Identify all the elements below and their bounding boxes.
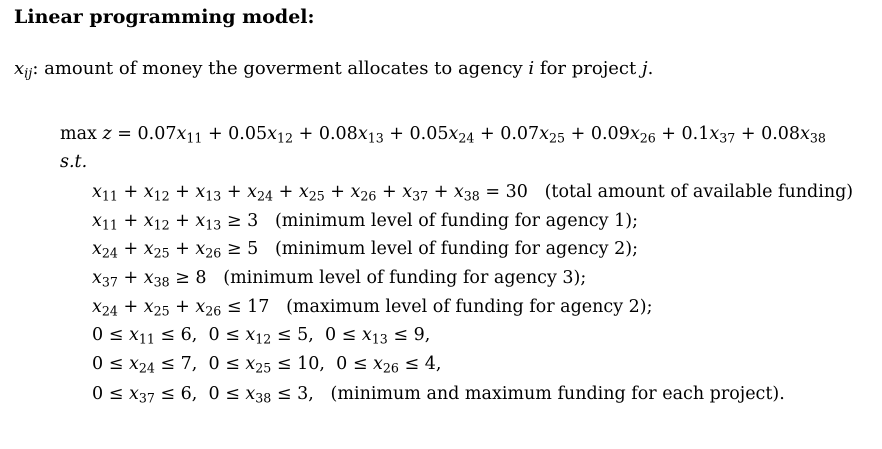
leq: ≤ (219, 354, 246, 374)
var-symbol: x (298, 182, 309, 202)
var-subscript: 24 (458, 130, 475, 146)
separator: , (191, 354, 209, 374)
variable-x (129, 325, 155, 345)
plus-sign: + (273, 182, 299, 202)
var-symbol: x (92, 268, 102, 288)
var-symbol: x (247, 182, 257, 202)
plus-sign: + (428, 182, 454, 202)
bounds-line (92, 384, 785, 404)
var-symbol: x (195, 211, 206, 231)
constraint-line (92, 182, 853, 202)
bound-hi: 5 (297, 325, 309, 345)
var-symbol: x (539, 124, 550, 144)
relation: ≥ (221, 239, 248, 259)
bounds-line (92, 325, 430, 345)
coefficient: 0.08 (761, 124, 801, 144)
var-symbol: x (143, 211, 154, 231)
rhs-value: 5 (247, 239, 259, 259)
rhs-value: 30 (505, 182, 528, 202)
leq: ≤ (103, 325, 129, 345)
plus-sign: + (735, 124, 762, 144)
bound-lo: 0 (336, 354, 348, 374)
def-text-mid: for project (534, 58, 642, 79)
var-symbol: x (373, 354, 383, 374)
var-subscript: 25 (549, 130, 566, 146)
variable-x (129, 384, 155, 404)
def-project-var: j (641, 58, 648, 79)
var-symbol: x (143, 182, 154, 202)
var-symbol: x (92, 239, 102, 259)
var-symbol: x (128, 384, 139, 404)
variable-x (539, 124, 565, 144)
relation: ≤ (221, 297, 248, 317)
def-text-end: . (647, 58, 654, 79)
gap (528, 182, 545, 202)
variable-x (144, 211, 170, 231)
variable-x (245, 384, 271, 404)
var-subscript: 12 (153, 217, 170, 233)
var-subscript: 12 (255, 331, 272, 347)
var-symbol: x (195, 239, 206, 259)
bounds-note: (minimum and maximum funding for each project). (330, 384, 785, 404)
variable-x (195, 211, 221, 231)
plus-sign: + (293, 124, 319, 144)
plus-sign: + (383, 124, 410, 144)
variable-definition (14, 58, 654, 82)
plus-sign: + (169, 239, 196, 259)
coefficient: 0.07 (137, 124, 177, 144)
var-subscript: 26 (360, 188, 377, 204)
variable-x (195, 239, 221, 259)
variable-x (129, 354, 155, 374)
plus-sign: + (117, 182, 144, 202)
leq: ≤ (271, 384, 298, 404)
gap (207, 268, 224, 288)
plus-sign: + (169, 297, 196, 317)
leq: ≤ (103, 354, 129, 374)
coefficient: 0.09 (590, 124, 630, 144)
variable-x (195, 297, 221, 317)
gap (258, 211, 275, 231)
relation: ≥ (169, 268, 196, 288)
bound-lo: 0 (92, 384, 104, 404)
rhs-value: 8 (195, 268, 207, 288)
variable-x (144, 268, 170, 288)
plus-sign: + (169, 182, 196, 202)
variable-x (245, 325, 271, 345)
constraint-note: (minimum level of funding for agency 1); (274, 211, 638, 231)
var-symbol: x (267, 124, 278, 144)
var-subscript: 37 (719, 130, 736, 146)
bound-hi: 9 (413, 325, 425, 345)
var-symbol: x (128, 354, 139, 374)
relation: = (479, 182, 506, 202)
separator: , (191, 384, 209, 404)
variable-x (351, 182, 377, 202)
variable-x (402, 182, 428, 202)
variable-x (709, 124, 735, 144)
constraint-line (92, 297, 653, 317)
constraint-note: (minimum level of funding for agency 3); (223, 268, 587, 288)
bound-lo: 0 (208, 325, 220, 345)
var-subscript: 24 (138, 360, 155, 376)
var-symbol: x (92, 182, 102, 202)
var-subscript: 11 (186, 130, 203, 146)
constraint-note: (minimum level of funding for agency 2); (274, 239, 638, 259)
variable-x (373, 354, 399, 374)
var-symbol: x (195, 182, 206, 202)
line-end: , (435, 354, 442, 374)
plus-sign: + (117, 239, 144, 259)
var-symbol: x (143, 268, 154, 288)
var-subscript: 25 (153, 303, 170, 319)
var-symbol: x (92, 211, 102, 231)
var-subscript: 26 (205, 303, 222, 319)
def-agency-var: i (528, 58, 535, 79)
plus-sign: + (117, 297, 144, 317)
plus-sign: + (202, 124, 229, 144)
objective-function (60, 124, 826, 144)
subject-to-label: s.t. (60, 152, 88, 172)
coefficient: 0.07 (500, 124, 540, 144)
constraint-note: (total amount of available funding) (544, 182, 854, 202)
variable-x (92, 297, 118, 317)
variable-x (92, 239, 118, 259)
variable-x (448, 124, 474, 144)
var-symbol: x (357, 124, 368, 144)
var-subscript: 37 (412, 188, 429, 204)
plus-sign: + (324, 182, 351, 202)
var-symbol: x (402, 182, 413, 202)
plus-sign: + (655, 124, 682, 144)
variable-x (454, 182, 480, 202)
var-symbol: x (128, 325, 139, 345)
var-subscript: 38 (809, 130, 826, 146)
var-subscript: 13 (205, 217, 222, 233)
constraint-line (92, 211, 638, 231)
var-subscript: 12 (153, 188, 170, 204)
leq: ≤ (398, 354, 425, 374)
variable-x (195, 182, 221, 202)
var-subscript: 38 (463, 188, 480, 204)
def-variable: x (14, 58, 25, 79)
plus-sign: + (565, 124, 591, 144)
separator: , (191, 325, 209, 345)
var-subscript: 26 (205, 245, 222, 261)
var-subscript: 13 (205, 188, 222, 204)
line-end: , (424, 325, 431, 345)
leq: ≤ (387, 325, 414, 345)
var-subscript: 24 (101, 245, 118, 261)
bound-hi: 3 (297, 384, 309, 404)
bounds-line (92, 354, 441, 374)
var-subscript: 13 (367, 130, 384, 146)
bound-lo: 0 (324, 325, 337, 345)
var-subscript: 24 (256, 188, 274, 204)
leq: ≤ (271, 325, 298, 345)
leq: ≤ (154, 354, 181, 374)
bound-hi: 4 (424, 354, 436, 374)
var-symbol: x (245, 325, 256, 345)
plus-sign: + (117, 211, 144, 231)
relation: ≥ (221, 211, 248, 231)
plus-sign: + (117, 268, 144, 288)
gap (314, 384, 331, 404)
variable-x (144, 297, 170, 317)
coefficient: 0.08 (318, 124, 358, 144)
var-symbol: x (448, 124, 459, 144)
line-end: , (308, 384, 314, 404)
bound-hi: 6 (180, 325, 192, 345)
plus-sign: + (376, 182, 403, 202)
def-text-before: : amount of money the goverment allocates to agency (32, 58, 529, 79)
plus-sign: + (474, 124, 501, 144)
var-symbol: x (195, 297, 206, 317)
rhs-value: 3 (247, 211, 259, 231)
coefficient: 0.05 (228, 124, 268, 144)
var-subscript: 11 (101, 188, 118, 204)
objective-var: z (102, 124, 112, 144)
var-subscript: 26 (639, 130, 656, 146)
variable-x (247, 182, 273, 202)
var-subscript: 25 (153, 245, 170, 261)
bound-lo: 0 (92, 325, 104, 345)
variable-x (144, 182, 170, 202)
variable-x (92, 182, 118, 202)
plus-sign: + (221, 182, 248, 202)
leq: ≤ (347, 354, 374, 374)
bound-lo: 0 (92, 354, 104, 374)
def-variable-sub: ij (24, 66, 33, 82)
leq: ≤ (103, 384, 129, 404)
objective-equals: = (111, 124, 138, 144)
variable-x (92, 268, 118, 288)
var-symbol: x (245, 384, 256, 404)
separator: , (308, 325, 325, 345)
bound-hi: 7 (180, 354, 192, 374)
var-symbol: x (245, 354, 256, 374)
gap (258, 239, 275, 259)
var-subscript: 11 (138, 331, 155, 347)
leq: ≤ (154, 325, 181, 345)
var-subscript: 37 (101, 274, 118, 290)
section-title: Linear programming model: (14, 6, 315, 28)
var-symbol: x (709, 124, 720, 144)
var-symbol: x (143, 297, 154, 317)
var-symbol: x (361, 325, 372, 345)
var-subscript: 25 (308, 188, 325, 204)
leq: ≤ (154, 384, 181, 404)
leq: ≤ (336, 325, 362, 345)
coefficient: 0.1 (681, 124, 710, 144)
rhs-value: 17 (247, 297, 270, 317)
bound-lo: 0 (208, 354, 220, 374)
var-symbol: x (629, 124, 640, 144)
coefficient: 0.05 (409, 124, 449, 144)
var-subscript: 26 (382, 360, 399, 376)
var-symbol: x (800, 124, 810, 144)
variable-x (299, 182, 325, 202)
variable-x (800, 124, 826, 144)
variable-x (144, 239, 170, 259)
var-subscript: 11 (101, 217, 118, 233)
bound-lo: 0 (208, 384, 220, 404)
var-symbol: x (143, 239, 154, 259)
var-symbol: x (92, 297, 102, 317)
gap (269, 297, 286, 317)
constraint-line (92, 239, 638, 259)
var-subscript: 13 (371, 331, 388, 347)
var-subscript: 38 (255, 390, 272, 406)
plus-sign: + (169, 211, 196, 231)
leq: ≤ (219, 384, 246, 404)
var-subscript: 12 (277, 130, 294, 146)
bound-hi: 6 (180, 384, 192, 404)
variable-x (267, 124, 293, 144)
objective-max: max (60, 124, 103, 144)
var-symbol: x (453, 182, 464, 202)
var-symbol: x (176, 124, 187, 144)
var-subscript: 37 (138, 390, 155, 406)
separator: , (319, 354, 337, 374)
constraint-line (92, 268, 586, 288)
leq: ≤ (271, 354, 298, 374)
variable-x (245, 354, 271, 374)
variable-x (358, 124, 384, 144)
var-subscript: 25 (255, 360, 272, 376)
var-subscript: 38 (153, 274, 170, 290)
var-subscript: 24 (101, 303, 118, 319)
variable-x (362, 325, 388, 345)
variable-x (92, 211, 118, 231)
leq: ≤ (219, 325, 246, 345)
var-symbol: x (350, 182, 361, 202)
variable-x (630, 124, 656, 144)
constraint-note: (maximum level of funding for agency 2); (286, 297, 653, 317)
variable-x (176, 124, 202, 144)
bound-hi: 10 (297, 354, 320, 374)
